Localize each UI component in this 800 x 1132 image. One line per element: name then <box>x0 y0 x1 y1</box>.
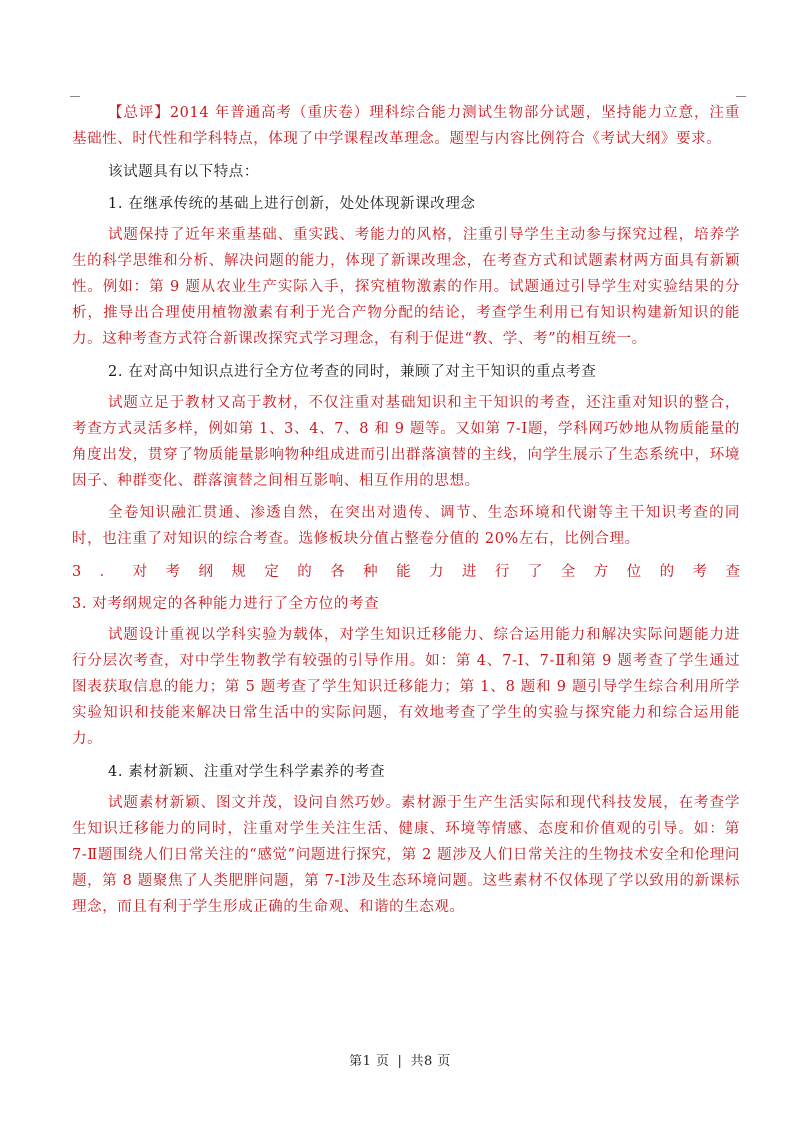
document-body <box>72 100 740 920</box>
crop-mark-right <box>736 96 746 97</box>
page-number: 第1 页 <box>349 1054 390 1069</box>
crop-mark-left <box>70 96 80 97</box>
section-1-paragraph: 试题保持了近年来重基础、重实践、考能力的风格，注重引导学生主动参与探究过程，培养学生的科学思维和分析、解决问题的能力，体现了新课改理念，在考查方式和试题素材两方面具有新颖性。例如：第 9 题从农业生产实际入手，探究植物激素的作用。试题通过引导学生对实验结果的分析，推导出合理使用植物激素有利于光合产物分配的结论，考查学生利用已有知识构建新知识的能力。这种考查方式符合新课改探究式学习理念，有利于促进“教、学、考”的相互统一。 <box>72 227 740 347</box>
section-3-heading-spaced: 3．对考纲规定的各种能力进行了全方位的考查 <box>72 564 740 580</box>
section-2-heading: 2. 在对高中知识点进行全方位考查的同时，兼顾了对主干知识的重点考查 <box>108 364 597 380</box>
summary-text: 2014 年普通高考（重庆卷）理科综合能力测试生物部分试题，坚持能力立意，注重基础性、时代性和学科特点，体现了中学课程改革理念。题型与内容比例符合《考试大纲》要求。 <box>72 105 740 147</box>
page-total: 共8 页 <box>410 1054 451 1069</box>
section-4-paragraph: 试题素材新颖、图文并茂，设问自然巧妙。素材源于生产生活实际和现代科技发展，在考查学生知识迁移能力的同时，注重对学生关注生活、健康、环境等情感、态度和价值观的引导。如：第 7-Ⅱ题围绕人们日常关注的“感觉”问题进行探究，第 2 题涉及人们日常关注的生物技术安全和伦理问题，第 8 题聚焦了人类肥胖问题，第 7-Ⅰ涉及生态环境问题。这些素材不仅体现了学以致用的新课标理念，而且有利于学生形成正确的生命观、和谐的生态观。 <box>72 795 740 915</box>
section-4-heading: 4. 素材新颖、注重对学生科学素养的考查 <box>108 764 385 780</box>
summary-paragraph <box>72 100 740 152</box>
section-3-heading: 3. 对考纲规定的各种能力进行了全方位的考查 <box>72 596 380 612</box>
section-1-heading: 1. 在继承传统的基础上进行创新，处处体现新课改理念 <box>108 196 476 212</box>
section-3-paragraph: 试题设计重视以学科实验为载体，对学生知识迁移能力、综合运用能力和解决实际问题能力进行分层次考查，对中学生物教学有较强的引导作用。如：第 4、7-Ⅰ、7-Ⅱ和第 9 题考查了学生通过图表获取信息的能力；第 5 题考查了学生知识迁移能力；第 1、8 题和 9 题引导学生综合利用所学实验知识和技能来解决日常生活中的实际问题，有效地考查了学生的实验与探究能力和综合运用能力。 <box>72 627 740 747</box>
page-footer <box>0 1050 800 1069</box>
section-2-paragraph-2: 全卷知识融汇贯通、渗透自然，在突出对遗传、调节、生态环境和代谢等主干知识考查的同时，也注重了对知识的综合考查。选修板块分值占整卷分值的 20%左右，比例合理。 <box>72 505 740 547</box>
summary-label: 【总评】 <box>108 105 170 121</box>
footer-separator: | <box>397 1054 403 1069</box>
intro-line: 该试题具有以下特点： <box>108 164 259 180</box>
section-2-paragraph-1: 试题立足于教材又高于教材，不仅注重对基础知识和主干知识的考查，还注重对知识的整合，考查方式灵活多样，例如第 1、3、4、7、8 和 9 题等。又如第 7-Ⅰ题，学科网巧妙地从物质能量的角度出发，贯穿了物质能量影响物种组成进而引出群落演替的主线，向学生展示了生态系统中，环境因子、种群变化、群落演替之间相互影响、相互作用的思想。 <box>72 395 740 489</box>
